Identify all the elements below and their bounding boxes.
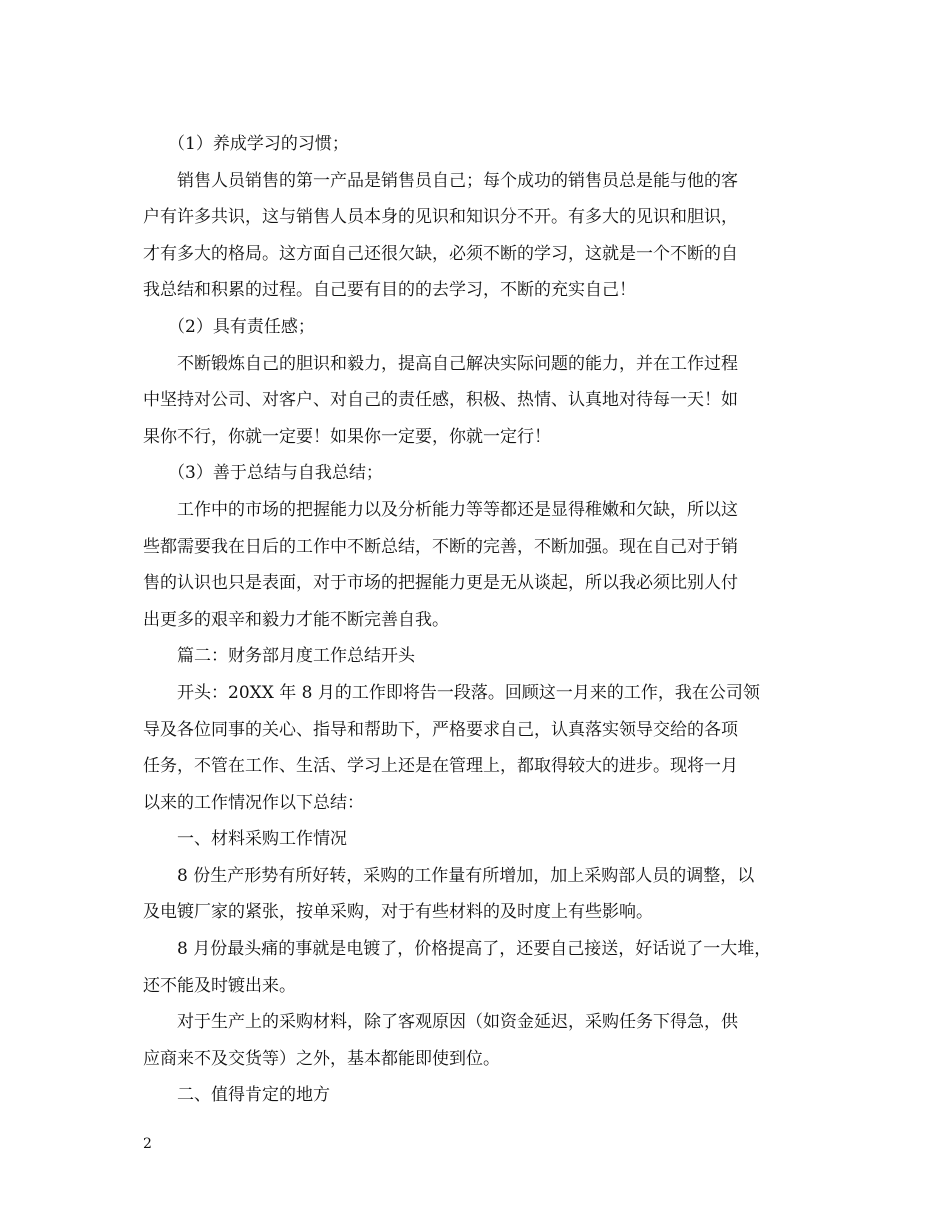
text-line: 不断锻炼自己的胆识和毅力，提高自己解决实际问题的能力，并在工作过程 (177, 353, 738, 374)
text-line: 8 月份最头痛的事就是电镀了，价格提高了，还要自己接送，好话说了一大堆， (177, 939, 772, 960)
text-line: 户有许多共识，这与销售人员本身的见识和知识分不开。有多大的见识和胆识， (143, 207, 738, 228)
text-line: 导及各位同事的关心、指导和帮助下，严格要求自己，认真落实领导交给的各项 (143, 719, 738, 740)
text-line: 才有多大的格局。这方面自己还很欠缺，必须不断的学习，这就是一个不断的自 (143, 243, 738, 264)
document-body (143, 126, 808, 1114)
text-line: 我总结和积累的过程。自己要有目的的去学习，不断的充实自己！ (143, 280, 636, 301)
text-line: 中坚持对公司、对客户、对自己的责任感，积极、热情、认真地对待每一天！如 (143, 390, 738, 411)
text-line: 篇二：财务部月度工作总结开头 (177, 646, 415, 667)
text-line: 应商来不及交货等）之外，基本都能即使到位。 (143, 1048, 500, 1069)
text-line: 开头：20XX 年 8 月的工作即将告一段落。回顾这一月来的工作，我在公司领 (177, 682, 760, 703)
text-line: 一、材料采购工作情况 (177, 829, 347, 850)
text-line: 任务，不管在工作、生活、学习上还是在管理上，都取得较大的进步。现将一月 (143, 756, 738, 777)
text-line: 二、值得肯定的地方 (177, 1085, 330, 1106)
numbered-heading-line: （1）养成学习的习惯； (168, 134, 349, 154)
text-line: 还不能及时镀出来。 (143, 975, 296, 996)
text-line: 果你不行，你就一定要！如果你一定要，你就一定行！ (143, 426, 551, 447)
text-line: 工作中的市场的把握能力以及分析能力等等都还是显得稚嫩和欠缺，所以这 (177, 499, 738, 520)
page-number: 2 (143, 1136, 152, 1152)
text-line: 以来的工作情况作以下总结： (143, 792, 364, 813)
numbered-heading-line: （3）善于总结与自我总结； (168, 463, 383, 484)
text-line: 些都需要我在日后的工作中不断总结，不断的完善，不断加强。现在自己对于销 (143, 536, 738, 557)
text-line: 出更多的艰辛和毅力才能不断完善自我。 (143, 609, 449, 630)
text-line: 售的认识也只是表面，对于市场的把握能力更是无从谈起，所以我必须比别人付 (143, 573, 738, 594)
text-line: 对于生产上的采购材料，除了客观原因（如资金延迟，采购任务下得急，供 (177, 1012, 738, 1033)
text-line: 及电镀厂家的紧张，按单采购，对于有些材料的及时度上有些影响。 (143, 902, 653, 923)
numbered-heading-line: （2）具有责任感； (168, 316, 315, 337)
text-line: 销售人员销售的第一产品是销售员自己；每个成功的销售员总是能与他的客 (177, 170, 738, 191)
text-line: 8 份生产形势有所好转，采购的工作量有所增加，加上采购部人员的调整，以 (177, 865, 755, 886)
